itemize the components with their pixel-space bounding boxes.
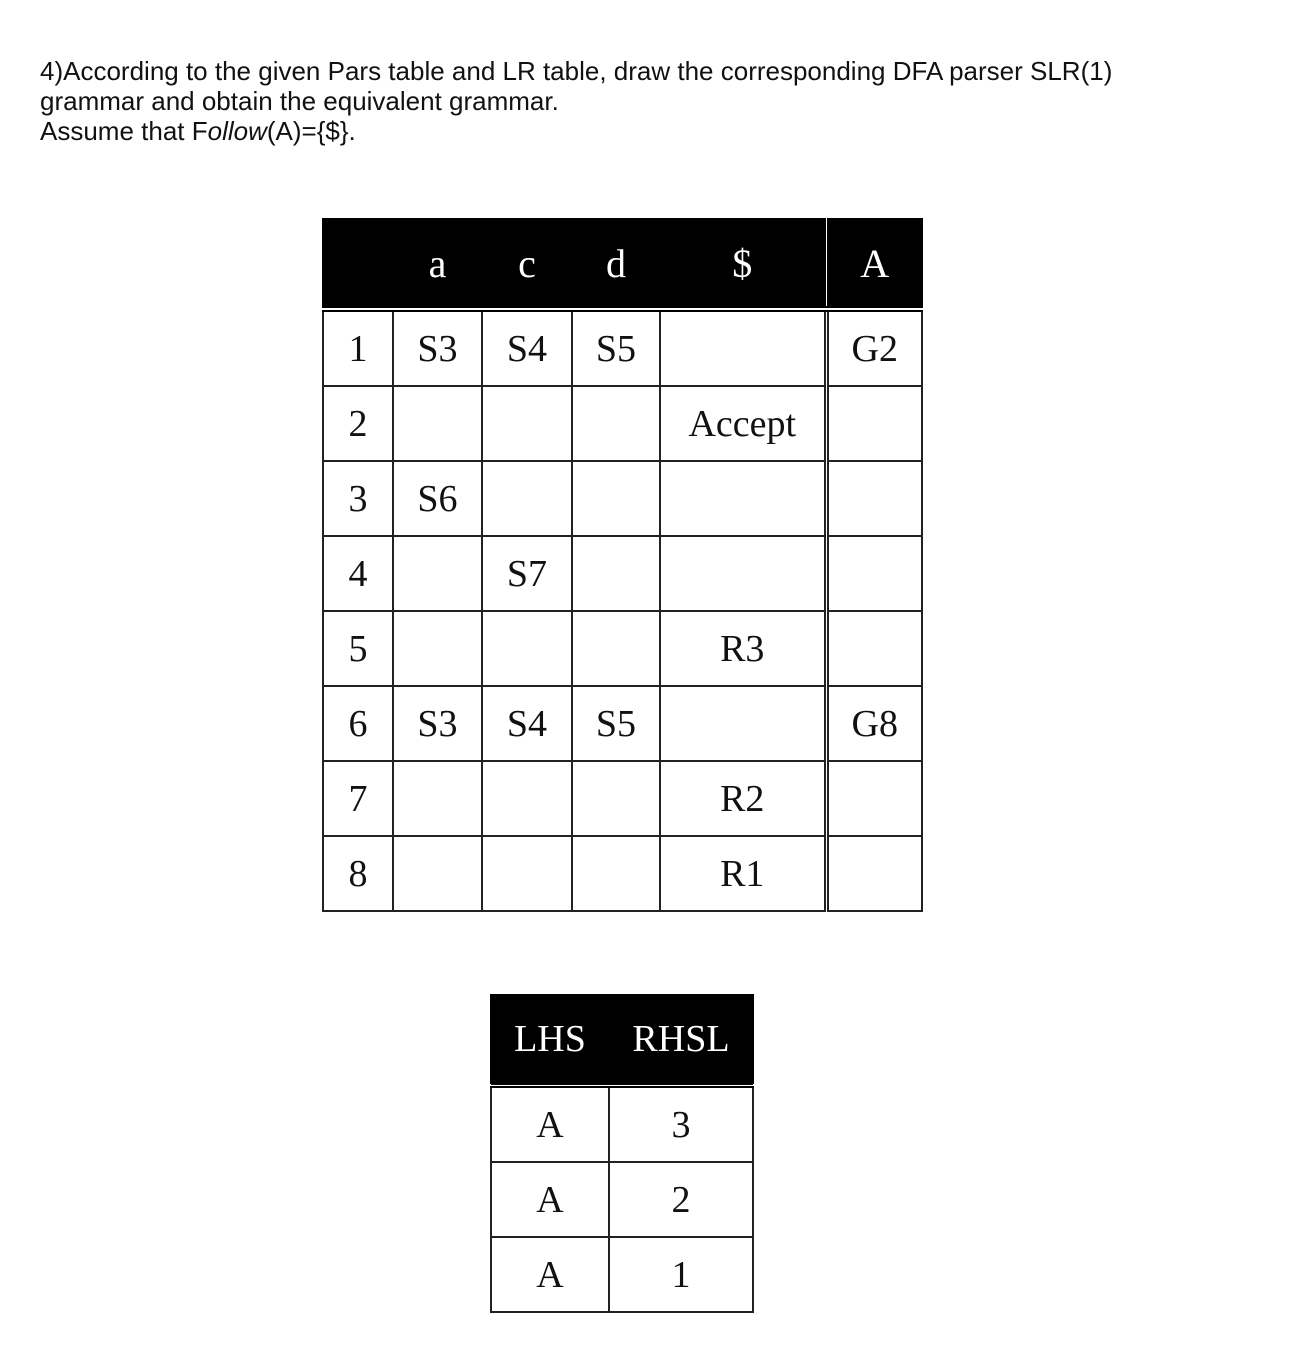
lr-cell-goto (826, 836, 922, 911)
lr-cell (482, 611, 572, 686)
lr-cell (393, 761, 482, 836)
lr-cell-goto: G2 (826, 309, 922, 386)
rule-header-row (491, 995, 753, 1085)
lr-cell (572, 836, 660, 911)
lr-cell-state: 5 (323, 611, 393, 686)
lr-cell-goto: G8 (826, 686, 922, 761)
question-line-3-italic: ollow (207, 116, 267, 146)
rule-cell-rhsl: 1 (609, 1237, 753, 1312)
lr-cell-state: 1 (323, 309, 393, 386)
lr-cell: S5 (572, 686, 660, 761)
lr-row (323, 309, 922, 386)
lr-cell: R2 (660, 761, 826, 836)
rule-row (491, 1085, 753, 1162)
rule-cell-lhs: A (491, 1162, 609, 1237)
lr-header-row (323, 219, 922, 309)
lr-row (323, 761, 922, 836)
lr-row (323, 836, 922, 911)
question-line-1: 4)According to the given Pars table and LR table, draw the corresponding DFA parser SLR(1) (40, 56, 1113, 86)
grammar-rule-table (490, 994, 754, 1313)
lr-cell-state: 3 (323, 461, 393, 536)
lr-cell (660, 686, 826, 761)
lr-cell-goto (826, 536, 922, 611)
rule-cell-lhs: A (491, 1237, 609, 1312)
lr-cell (660, 461, 826, 536)
question-line-3 (40, 116, 1280, 146)
lr-cell (572, 461, 660, 536)
lr-header-state (323, 219, 393, 309)
question-line-3-suffix: (A)={$}. (266, 116, 356, 146)
rule-header-rhsl: RHSL (609, 995, 753, 1085)
lr-cell-state: 4 (323, 536, 393, 611)
lr-row (323, 611, 922, 686)
lr-cell (482, 461, 572, 536)
lr-row (323, 386, 922, 461)
question-line-3-prefix: Assume that F (40, 116, 208, 146)
lr-row (323, 686, 922, 761)
lr-parse-table (322, 218, 923, 912)
rule-cell-rhsl: 3 (609, 1085, 753, 1162)
lr-cell (572, 386, 660, 461)
lr-cell-goto (826, 386, 922, 461)
lr-cell (393, 536, 482, 611)
lr-cell (660, 309, 826, 386)
rule-header-lhs: LHS (491, 995, 609, 1085)
lr-header-c: c (482, 219, 572, 309)
lr-cell-goto (826, 611, 922, 686)
lr-cell (482, 386, 572, 461)
lr-header-d: d (572, 219, 660, 309)
lr-cell (572, 611, 660, 686)
lr-cell (660, 536, 826, 611)
lr-cell (572, 536, 660, 611)
rule-cell-lhs: A (491, 1085, 609, 1162)
lr-cell: S5 (572, 309, 660, 386)
lr-cell: S3 (393, 686, 482, 761)
lr-cell: R1 (660, 836, 826, 911)
lr-cell-goto (826, 761, 922, 836)
lr-cell: S3 (393, 309, 482, 386)
lr-cell (393, 611, 482, 686)
rule-row (491, 1237, 753, 1312)
question-text (40, 56, 1280, 146)
lr-header-dollar: $ (660, 219, 826, 309)
lr-cell (393, 386, 482, 461)
lr-cell: Accept (660, 386, 826, 461)
rule-row (491, 1162, 753, 1237)
lr-cell: S6 (393, 461, 482, 536)
lr-cell: S4 (482, 686, 572, 761)
lr-cell-state: 7 (323, 761, 393, 836)
lr-header-a: a (393, 219, 482, 309)
lr-cell (572, 761, 660, 836)
lr-header-A: A (826, 219, 922, 309)
lr-cell (482, 836, 572, 911)
lr-row (323, 461, 922, 536)
lr-row (323, 536, 922, 611)
question-line-2: grammar and obtain the equivalent grammar. (40, 86, 559, 116)
rule-cell-rhsl: 2 (609, 1162, 753, 1237)
lr-cell-state: 6 (323, 686, 393, 761)
lr-cell-goto (826, 461, 922, 536)
lr-cell (482, 761, 572, 836)
lr-cell-state: 2 (323, 386, 393, 461)
lr-cell: R3 (660, 611, 826, 686)
lr-cell (393, 836, 482, 911)
lr-cell: S7 (482, 536, 572, 611)
lr-cell-state: 8 (323, 836, 393, 911)
lr-cell: S4 (482, 309, 572, 386)
